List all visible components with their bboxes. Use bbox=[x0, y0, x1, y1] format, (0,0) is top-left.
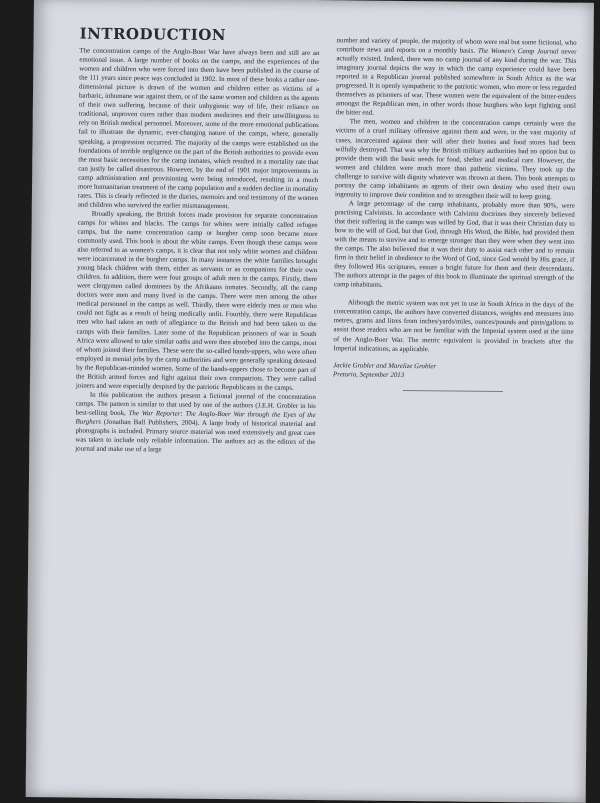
left-column bbox=[75, 24, 320, 457]
paragraph-text: never actually existed. Indeed, there was no camp journal of any kind during the war. This imaginary journal depicts the way in which the camp experience could have been reported in a Republican journal published somewhere in South Africa as the war progressed. It is openly sympathetic to the patriotic women, who more or less regarded themselves as prisoners of war. These women were the equivalent of the bitter-enders amongst the Republican men, in other words those burghers who kept fighting until the bitter end. bbox=[335, 48, 577, 118]
paragraph-text: (Jonathan Ball Publishers, 2004). A large body of historical material and photographs is included. Primary source material was used extensively and great care was taken to include only reliable information. The authors act as the editors of the journal and make use of a large bbox=[75, 418, 316, 454]
right-column bbox=[333, 36, 577, 392]
paragraph bbox=[75, 390, 316, 456]
paragraph-text: In this publication the authors present a fictional journal of the concentration camps. The pattern is similar to that used by one of the authors (J.E.H. Grobler in his best-selling book, bbox=[75, 391, 316, 418]
divider bbox=[403, 390, 503, 392]
paragraph-text: number and variety of people, the majority of whom were real but some fictional, who contribute news and reports on a monthly basis. bbox=[336, 37, 577, 55]
paragraph: The men, women and children in the concentration camps certainly were the victims of a cruel military offensive against them and were, in the vast majority of cases, incarcerated against their will after their homes and food stores had been wilfully destroyed. That was why the British military authorities had no option but to provide them with the basic needs for food, shelter and medical care. However, the women and children were much more than pathetic victims. They took up the challenge to survive with dignity whatever was thrown at them. This book attempts to portray the camp inhabitants as agents of their own destiny who used their own ingenuity to improve their condition and to strengthen their will to keep going. bbox=[334, 118, 576, 201]
paragraph: A large percentage of the camp inhabitants, probably more than 90%, were practising Calvinists. In accordance with Calvinist doctrines they sincerely believed that their suffering in the camps was willed by God, that it was their Christian duty to bow to the will of God, but that God, through His Word, the Bible, had provided them with the means to survive and to emerge stronger than they were when they went into the camps. The also believed that it was their duty to assist each other and to remain firm in their belief in obedience to the Word of God, since God would by His grace, if they followed His scriptures, ensure a bright future for them and their descendants. The authors attempt in the pages of this book to illuminate the spiritual strength of the camp inhabitants. bbox=[333, 200, 575, 289]
paragraph: Although the metric system was not yet in use in South Africa in the days of the concentration camps, the authors have converted distances, weights and measures into metres, grams and litres from inches/yards/miles, ounces/pounds and pints/gallons to assist those readers who are not be familiar with the Imperial system used at the time of the Anglo-Boer War. The metric equivalent is provided in brackets after the Imperial indications, as applicable. bbox=[333, 299, 574, 353]
paragraph bbox=[336, 36, 577, 120]
book-page bbox=[26, 0, 594, 803]
paragraph: The concentration camps of the Anglo-Boer War have always been and still are an emotional issue. A large number of books on the camps, and the experiences of the women and children who were forced into them have been published in the course of the 111 years since peace was concluded in 1902. In most of these books a rather one-dimensional picture is drawn of the women and children either as victims of a barbaric, inhumane war against them, or of the same women and children as the agents of their own suffering, because of their unhygienic way of life, their reliance on traditional, unproven cures rather than modern medicines and their unwillingness to rely on British medical personnel. Moreover, some of the more emotional publications fail to illustrate the dynamic, ever-changing nature of the camps, where, generally speaking, a progression occurred. The majority of the camps were established on the foundations of terrible negligence on the part of the British authorities to provide even the most basic necessities for the camp inmates, which resulted in a mortality rate that can justly be called disastrous. However, by the end of 1901 major improvements in camp administration and provisioning were being introduced, resulting in a much more humanitarian treatment of the camp population and a sudden decline in mortality rates. This is clearly reflected in the diaries, memoirs and oral testimony of the women and children who survived the earlier mismanagement. bbox=[77, 47, 320, 210]
book-title: The War Reporter: The Anglo-Boer War through the Eyes of the Burghers bbox=[75, 410, 316, 426]
signature: Jackie Grobler and Marelize Grobler bbox=[333, 361, 437, 370]
place-date: Pretoria, September 2013 bbox=[333, 370, 405, 379]
journal-title: The Women's Camp Journal bbox=[477, 47, 559, 56]
paragraph: Broadly speaking, the British forces made provision for separate concentration camps for whites and blacks. The camps for whites were initially called refugee camps, but the name concentration camp or burgher camp soon became more commonly used. This book is about the white camps. Even though these camps were also referred to as women's camps, it is clear that not only white women and children were incarcerated in the burgher camps. In many instances the white families brought young black children with them, either as servants or as companions for their own children. In addition, there were four groups of adult men in the camps. Firstly, there were clergymen called dominees by the Afrikaans inmates. Secondly, all the camp doctors were men and many lived in the camps. There were men among the other medical personnel in the camps as well. Thirdly, there were elderly men or men who could not fight as a result of being medically unfit. Fourthly, there were Republican men who had taken an oath of allegiance to the British and had been taken to the camps with their families. Later some of the Republican prisoners of war in South Africa were allowed to take similar oaths and were then absorbed into the camps, most of whom joined their families. These were the so-called hands-uppers, who were often employed in menial jobs by the camp authorities and were generally speaking detested by the Republican-minded women. Some of the hands-uppers chose to become part of the British armed forces and fight against their own compatriots. They were called joiners and were especially despised by the patriotic Republicans in the camps. bbox=[75, 210, 318, 392]
page-title: INTRODUCTION bbox=[79, 24, 227, 45]
